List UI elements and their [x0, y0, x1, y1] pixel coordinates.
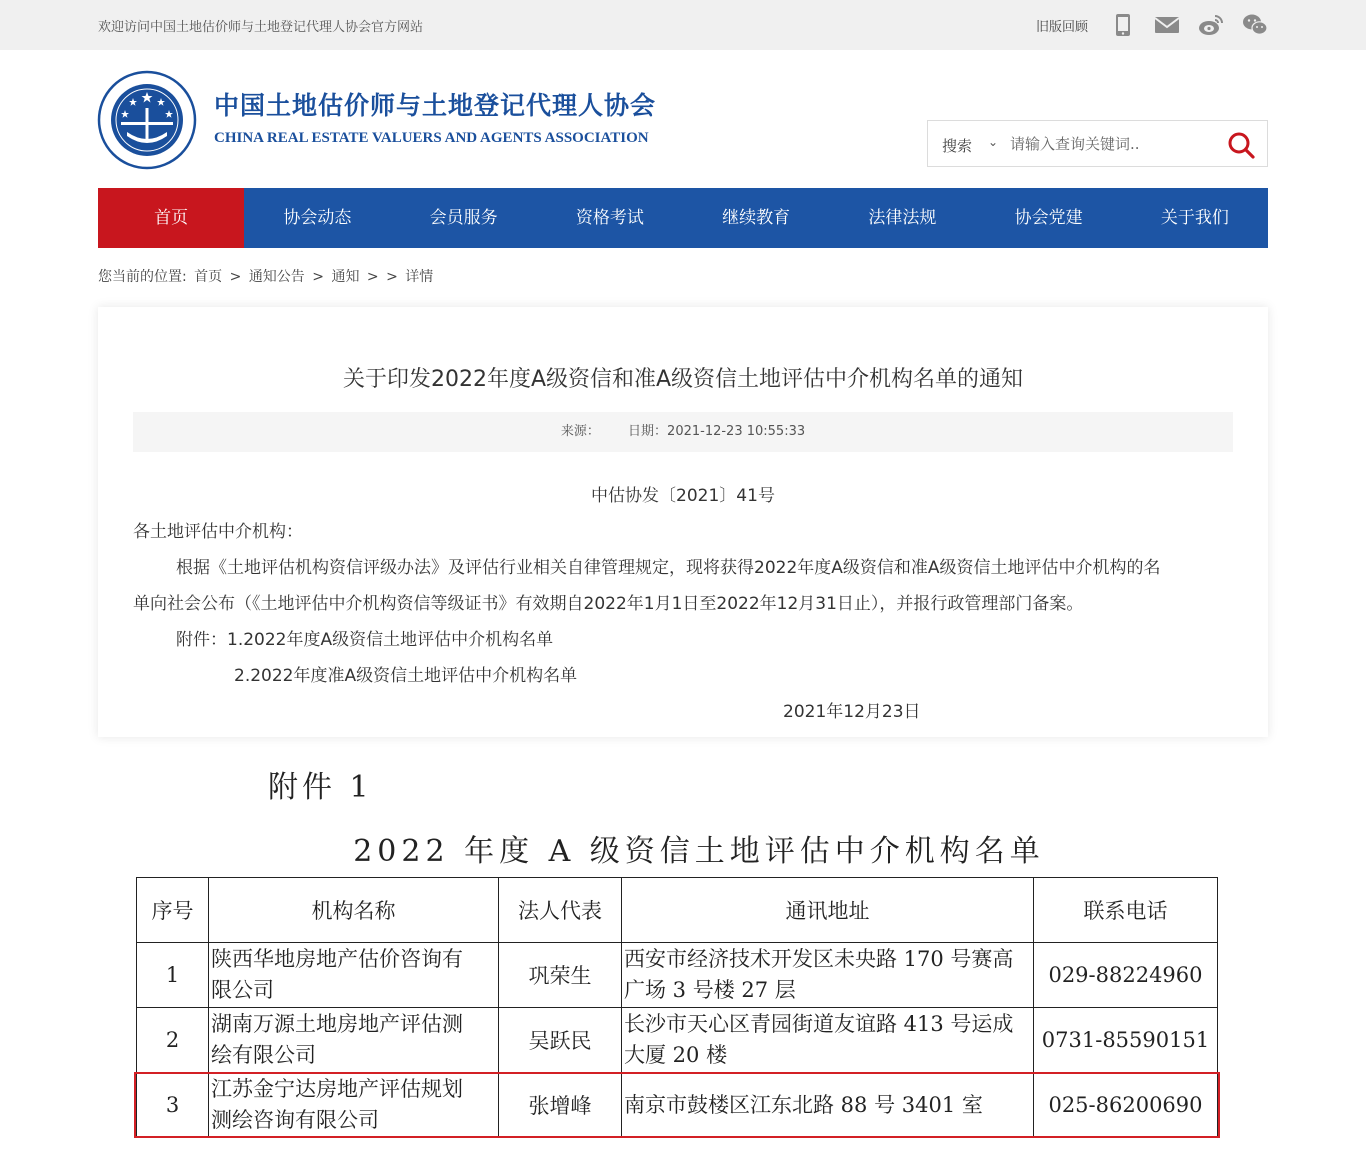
column-header: 机构名称: [209, 878, 499, 943]
address-line: 西安市经济技术开发区未央路 170 号赛高: [624, 947, 1014, 971]
attachment-title: 2022 年度 A 级资信土地评估中介机构名单: [353, 834, 1045, 869]
agency-name-line: 陕西华地房地产估价咨询有: [211, 947, 463, 971]
column-header: 序号: [137, 878, 209, 943]
article-source: 来源：: [560, 424, 600, 439]
attachment-line-1: 附件：1.2022年度A级资信土地评估中介机构名单: [176, 630, 554, 650]
row-number: 1: [137, 943, 209, 1008]
agency-name-line: 测绘咨询有限公司: [211, 1108, 379, 1132]
legal-representative: 张增峰: [499, 1073, 622, 1138]
agency-name: [209, 1073, 499, 1138]
address: [622, 1073, 1034, 1138]
breadcrumb-separator: >: [229, 269, 242, 285]
search-input[interactable]: [1010, 130, 1210, 158]
table-row: [137, 1073, 1218, 1138]
doc-number: 中估协发〔2021〕41号: [591, 486, 775, 506]
address-line: 大厦 20 楼: [624, 1043, 728, 1067]
chevron-down-icon[interactable]: ⌄: [988, 135, 999, 149]
article-date: [628, 424, 805, 439]
article-meta: [133, 412, 1233, 452]
wechat-icon[interactable]: [1242, 12, 1268, 38]
date-label: 日期：: [628, 424, 668, 439]
address-line: 广场 3 号楼 27 层: [624, 978, 796, 1002]
breadcrumb-separator: >: [386, 269, 398, 285]
article-card: [98, 307, 1268, 737]
breadcrumb-separator: >: [366, 269, 379, 285]
agency-name: [209, 1008, 499, 1073]
nav-item-continuing-education[interactable]: 继续教育: [722, 208, 791, 228]
phone: 025-86200690: [1034, 1073, 1218, 1138]
main-nav: [98, 188, 1268, 248]
legal-representative: 吴跃民: [499, 1008, 622, 1073]
agency-name-line: 湖南万源土地房地产评估测: [211, 1012, 463, 1036]
search-icon[interactable]: [1226, 130, 1256, 160]
nav-item-about[interactable]: 关于我们: [1160, 208, 1229, 228]
salutation: 各土地评估中介机构：: [133, 522, 303, 542]
body-line-2: 单向社会公布（《土地评估中介机构资信等级证书》有效期自2022年1月1日至2022年12月31日止），并报行政管理部门备案。: [133, 594, 1084, 614]
nav-item-member-services[interactable]: 会员服务: [429, 208, 498, 228]
welcome-text: 欢迎访问中国土地估价师与土地登记代理人协会官方网站: [98, 20, 424, 35]
phone: 029-88224960: [1034, 943, 1218, 1008]
article-title: 关于印发2022年度A级资信和准A级资信土地评估中介机构名单的通知: [342, 367, 1024, 392]
date-value: 2021-12-23 10:55:33: [667, 424, 806, 439]
mobile-icon[interactable]: [1110, 12, 1136, 38]
column-header: 联系电话: [1034, 878, 1218, 943]
association-logo[interactable]: [97, 70, 197, 170]
address-line: 南京市鼓楼区江东北路 88 号 3401 室: [624, 1092, 983, 1117]
column-header: 通讯地址: [622, 878, 1034, 943]
nav-item-news[interactable]: 协会动态: [283, 208, 352, 228]
breadcrumb-home[interactable]: 首页: [194, 269, 223, 285]
agency-name-line: 绘有限公司: [211, 1043, 316, 1067]
agency-name: [209, 943, 499, 1008]
agency-table: [136, 877, 1218, 1138]
nav-item-laws[interactable]: 法律法规: [868, 208, 937, 228]
mail-icon[interactable]: [1154, 12, 1180, 38]
sign-date: 2021年12月23日: [783, 702, 921, 722]
nav-item-home[interactable]: 首页: [98, 188, 244, 248]
weibo-icon[interactable]: [1198, 12, 1224, 38]
agency-name-line: 江苏金宁达房地产评估规划: [211, 1077, 463, 1101]
breadcrumb: [98, 266, 436, 286]
table-row: [137, 1008, 1218, 1073]
legal-representative: 巩荣生: [499, 943, 622, 1008]
attachment-line-2: 2.2022年度准A级资信土地评估中介机构名单: [234, 666, 578, 686]
address: [622, 943, 1034, 1008]
top-bar: [0, 0, 1366, 50]
site-title-en: CHINA REAL ESTATE VALUERS AND AGENTS ASSOCIATION: [214, 130, 649, 146]
nav-item-exams[interactable]: 资格考试: [575, 208, 644, 228]
breadcrumb-notices[interactable]: 通知公告: [248, 269, 305, 285]
column-header: 法人代表: [499, 878, 622, 943]
agency-name-line: 限公司: [211, 978, 274, 1002]
address-line: 长沙市天心区青园街道友谊路 413 号运成: [624, 1012, 1014, 1036]
old-version-link[interactable]: 旧版回顾: [1036, 20, 1089, 35]
table-row: [137, 943, 1218, 1008]
row-number: 3: [137, 1073, 209, 1138]
attachment-label: 附件 1: [268, 770, 373, 805]
breadcrumb-prefix: 您当前的位置:: [98, 269, 187, 285]
body-line-1: 根据《土地评估机构资信评级办法》及评估行业相关自律管理规定，现将获得2022年度A级资信和准A级资信土地评估中介机构的名: [176, 558, 1161, 578]
address: [622, 1008, 1034, 1073]
site-title-cn: 中国土地估价师与土地登记代理人协会: [214, 91, 657, 120]
breadcrumb-separator: >: [312, 269, 324, 285]
row-number: 2: [137, 1008, 209, 1073]
breadcrumb-notice[interactable]: 通知: [331, 269, 360, 285]
search-type-select[interactable]: 搜索: [942, 137, 973, 155]
breadcrumb-current: 详情: [405, 269, 434, 285]
nav-item-party[interactable]: 协会党建: [1014, 208, 1083, 228]
search-box: [927, 120, 1268, 167]
table-header-row: [137, 878, 1218, 943]
phone: 0731-85590151: [1034, 1008, 1218, 1073]
